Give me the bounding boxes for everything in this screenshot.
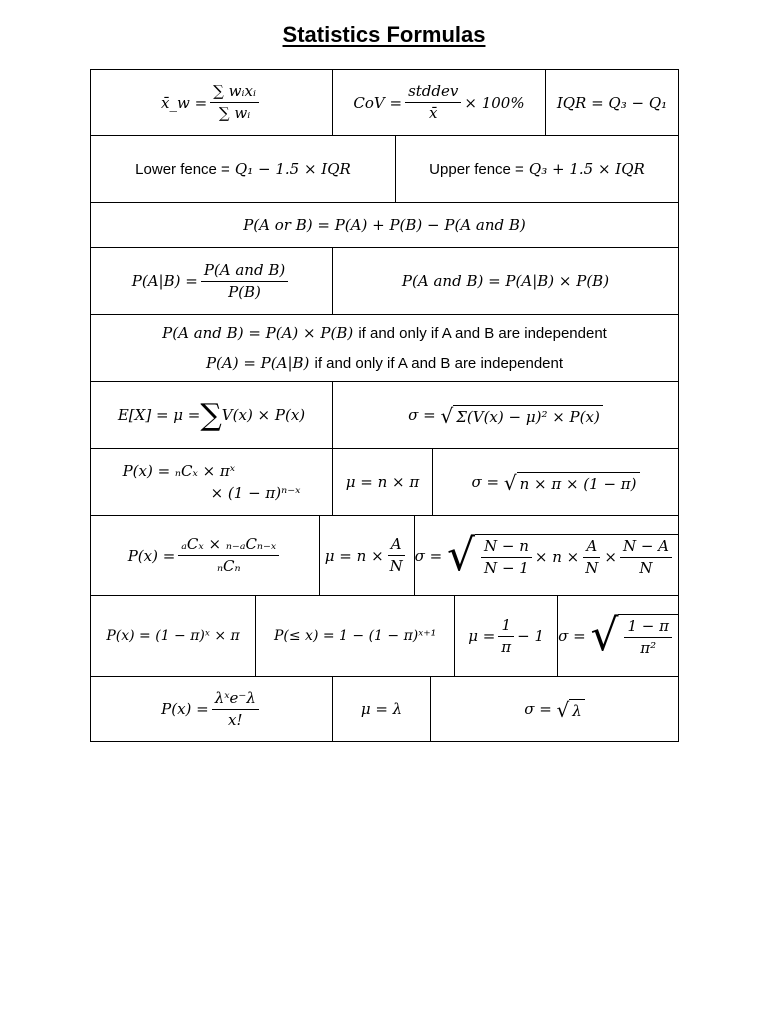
conditional-prob-cell bbox=[91, 248, 332, 314]
conditional-prob-numerator: P(A and B) bbox=[201, 261, 288, 282]
std-dev-sqrt bbox=[441, 405, 603, 426]
independence-text-2: if and only if A and B are independent bbox=[314, 355, 564, 372]
geometric-mean-lhs: μ = bbox=[468, 627, 496, 645]
geometric-sd-numerator: 1 − π bbox=[624, 617, 672, 638]
formula-row-5 bbox=[90, 315, 679, 382]
hypergeometric-sd-fraction-2 bbox=[582, 537, 601, 578]
poisson-sd-cell bbox=[430, 677, 678, 741]
poisson-sd-radicand: λ bbox=[569, 699, 585, 720]
hypergeometric-mean-lhs: μ = n × bbox=[324, 546, 384, 565]
independence-lines bbox=[162, 318, 607, 379]
binomial-sd-lhs: σ = bbox=[471, 473, 500, 491]
lower-fence-expr: Q₁ − 1.5 × IQR bbox=[234, 160, 351, 178]
hypergeometric-sd-fraction-3 bbox=[620, 537, 672, 578]
geometric-mean-numerator: 1 bbox=[498, 616, 514, 637]
addition-rule-cell bbox=[91, 203, 678, 247]
binomial-mean: μ = n × π bbox=[345, 473, 420, 491]
std-dev-lhs: σ = bbox=[408, 406, 436, 424]
geometric-sd-fraction bbox=[624, 617, 672, 658]
conditional-prob-fraction bbox=[201, 261, 288, 302]
hypergeometric-sd-f3-numerator: N − A bbox=[620, 537, 672, 558]
weighted-mean-lhs: x̄_w = bbox=[161, 93, 208, 112]
weighted-mean-fraction bbox=[210, 82, 259, 123]
poisson-lhs: P(x) = bbox=[161, 700, 209, 718]
poisson-cell bbox=[91, 677, 332, 741]
independence-formula-2: P(A) = P(A|B) bbox=[205, 354, 310, 372]
weighted-mean-denominator: ∑ wᵢ bbox=[218, 104, 251, 122]
radical-icon: √ bbox=[556, 697, 570, 722]
cov-cell bbox=[332, 70, 545, 135]
hypergeometric-sd-f1-denominator: N − 1 bbox=[484, 558, 529, 577]
binomial-line-2: × (1 − π)ⁿ⁻ˣ bbox=[210, 484, 301, 502]
independence-cell bbox=[91, 315, 678, 381]
upper-fence-expr: Q₃ + 1.5 × IQR bbox=[528, 160, 645, 178]
conditional-prob-denominator: P(B) bbox=[228, 282, 261, 301]
geometric-sd-sqrt bbox=[590, 610, 678, 661]
poisson-sd-sqrt bbox=[557, 699, 585, 720]
formula-row-9 bbox=[90, 596, 679, 677]
hypergeometric-fraction bbox=[178, 535, 279, 576]
formula-row-4 bbox=[90, 248, 679, 315]
hypergeometric-sd-cell bbox=[414, 516, 678, 595]
poisson-mean-cell bbox=[332, 677, 430, 741]
formula-row-6 bbox=[90, 382, 679, 449]
hypergeometric-sd-f2-denominator: N bbox=[585, 558, 599, 577]
upper-fence-label: Upper fence = bbox=[429, 160, 524, 178]
expected-value-lhs: E[X] = μ = bbox=[117, 406, 201, 424]
poisson-numerator: λˣe⁻λ bbox=[212, 689, 259, 710]
geometric-mean-cell bbox=[454, 596, 557, 676]
hypergeometric-numerator: ₐCₓ × ₙ₋ₐCₙ₋ₓ bbox=[178, 535, 279, 556]
poisson-denominator: x! bbox=[228, 710, 243, 729]
weighted-mean-cell bbox=[91, 70, 332, 135]
hypergeometric-mean-fraction bbox=[387, 535, 406, 576]
geometric-mean-fraction bbox=[498, 616, 514, 657]
cov-fraction bbox=[405, 82, 461, 123]
cov-rhs: × 100% bbox=[464, 93, 525, 112]
geometric-sd-cell bbox=[557, 596, 678, 676]
geometric-mean-denominator: π bbox=[501, 637, 512, 656]
poisson-fraction bbox=[212, 689, 259, 730]
lower-fence-label: Lower fence = bbox=[135, 160, 230, 178]
independence-line-1 bbox=[162, 318, 607, 349]
geometric-cell bbox=[91, 596, 255, 676]
hypergeometric-cell bbox=[91, 516, 319, 595]
formula-row-10 bbox=[90, 677, 679, 742]
multiplication-rule: P(A and B) = P(A|B) × P(B) bbox=[401, 272, 610, 290]
multiplication-rule-cell bbox=[332, 248, 678, 314]
independence-line-2 bbox=[206, 348, 563, 379]
hypergeometric-sd-f2-numerator: A bbox=[583, 537, 600, 558]
geometric-sd-denominator: π² bbox=[640, 639, 657, 657]
formula-row-2 bbox=[90, 136, 679, 203]
hypergeometric-sd-mid: × n × bbox=[534, 548, 580, 566]
independence-formula-1: P(A and B) = P(A) × P(B) bbox=[162, 323, 354, 342]
formula-row-7 bbox=[90, 449, 679, 516]
poisson-mean: μ = λ bbox=[360, 700, 403, 718]
hypergeometric-sd-sqrt bbox=[446, 529, 678, 581]
hypergeometric-sd-f1-numerator: N − n bbox=[481, 537, 532, 558]
radical-icon: √ bbox=[590, 610, 619, 661]
hypergeometric-sd-radicand bbox=[475, 534, 678, 578]
weighted-mean-numerator: ∑ wᵢxᵢ bbox=[210, 82, 259, 103]
binomial-sd-sqrt bbox=[504, 472, 640, 493]
binomial-sd-radicand: n × π × (1 − π) bbox=[517, 472, 640, 493]
geometric-cdf: P(≤ x) = 1 − (1 − π)ˣ⁺¹ bbox=[273, 628, 437, 644]
radical-icon: √ bbox=[503, 470, 517, 495]
std-dev-cell bbox=[332, 382, 678, 448]
hypergeometric-mean-denominator: N bbox=[389, 557, 403, 575]
addition-rule: P(A or B) = P(A) + P(B) − P(A and B) bbox=[243, 216, 526, 234]
binomial-mean-cell bbox=[332, 449, 432, 515]
independence-text-1: if and only if A and B are independent bbox=[358, 324, 607, 342]
geometric-sd-radicand bbox=[618, 614, 678, 658]
cov-denominator: x̄ bbox=[428, 104, 438, 122]
binomial-sd-cell bbox=[432, 449, 678, 515]
std-dev-radicand: Σ(V(x) − μ)² × P(x) bbox=[453, 405, 603, 426]
cov-numerator: stddev bbox=[405, 82, 461, 103]
expected-value-rhs: V(x) × P(x) bbox=[221, 406, 306, 424]
poisson-sd-lhs: σ = bbox=[524, 700, 552, 718]
formula-row-1 bbox=[90, 69, 679, 136]
hypergeometric-denominator: ₙCₙ bbox=[216, 557, 241, 575]
cov-lhs: CoV = bbox=[353, 93, 403, 112]
radical-icon: √ bbox=[440, 403, 454, 428]
expected-value-cell bbox=[91, 382, 332, 448]
lower-fence-cell bbox=[91, 136, 395, 202]
summation-icon: ∑ bbox=[200, 397, 222, 433]
page-title: Statistics Formulas bbox=[282, 22, 486, 47]
geometric-sd-lhs: σ = bbox=[558, 627, 586, 645]
formula-row-3 bbox=[90, 203, 679, 248]
hypergeometric-sd-fraction-1 bbox=[481, 537, 532, 578]
formula-row-8 bbox=[90, 516, 679, 596]
conditional-prob-lhs: P(A|B) = bbox=[131, 272, 198, 290]
geometric-mean-rhs: − 1 bbox=[517, 627, 545, 645]
hypergeometric-sd-f3-denominator: N bbox=[639, 558, 653, 577]
hypergeometric-mean-cell bbox=[319, 516, 414, 595]
radical-icon: √ bbox=[446, 529, 475, 581]
iqr-cell bbox=[545, 70, 678, 135]
hypergeometric-lhs: P(x) = bbox=[127, 546, 176, 565]
geometric-cdf-cell bbox=[255, 596, 454, 676]
geometric-pmf: P(x) = (1 − π)ˣ × π bbox=[106, 628, 240, 644]
hypergeometric-sd-times: × bbox=[604, 548, 617, 566]
upper-fence-cell bbox=[395, 136, 678, 202]
binomial-cell bbox=[91, 449, 332, 515]
hypergeometric-sd-lhs: σ = bbox=[414, 546, 443, 565]
hypergeometric-mean-numerator: A bbox=[388, 535, 405, 556]
iqr-formula: IQR = Q₃ − Q₁ bbox=[556, 93, 668, 112]
binomial-line-1: P(x) = ₙCₓ × πˣ bbox=[122, 461, 236, 480]
